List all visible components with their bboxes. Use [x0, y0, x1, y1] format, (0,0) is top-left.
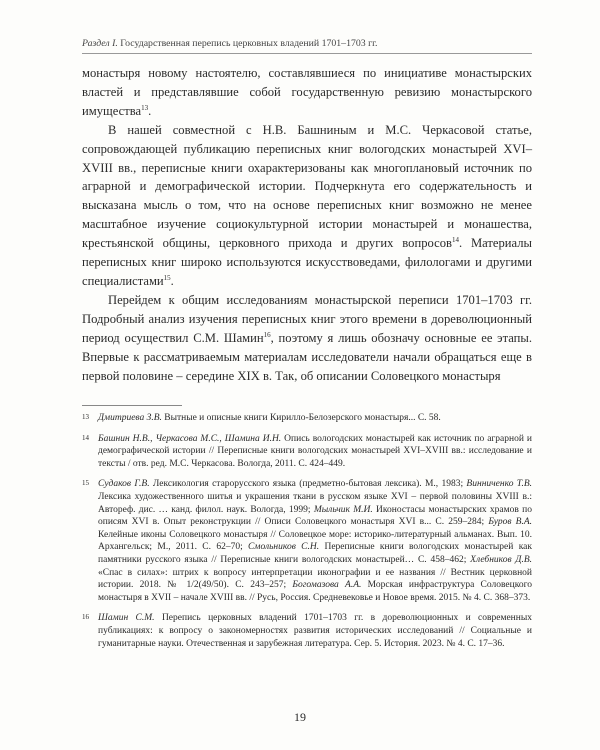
footnote-author: Мыльчик М.И. [313, 504, 373, 515]
footnote-number: 14 [82, 433, 89, 442]
footnote-ref-14[interactable]: 14 [451, 235, 459, 244]
footnote-number: 13 [82, 413, 89, 421]
page-number: 19 [294, 710, 306, 724]
header-section: Раздел I. [82, 38, 118, 49]
footnote-ref-16[interactable]: 16 [263, 330, 271, 339]
header-rule [82, 53, 532, 54]
running-header [82, 38, 532, 49]
footnote-16: 16 Шамин С.М. Перепись церковных владений 1701–1703 гг. в дореволюционных и современных публикациях: к вопросу о закономерностях развития исторических исследований // Социальные и гуманитарные науки. Отечественная и зарубежная литература. Сер. 5. История. 2023. № 4. С. 17–36. [82, 613, 532, 649]
footnote-author: Шамин С.М. [98, 613, 155, 624]
footnote-author: Смольников С.Н. [248, 542, 320, 553]
paragraph-3: Перейдем к общим исследованиям монастырской переписи 1701–1703 гг. Подробный анализ изучения переписных книг этого времени в дореволюционный период осуществил С.М. Шамин$^{16}$, поэтому я лишь обозначу основные ее этапы. Впервые к рассматриваемым материалам исследователи начали обращаться еще в первой половине – середине XIX в. Так, об описании Соловецкого монастыря [82, 292, 533, 383]
header-title: Государственная перепись церковных владений 1701–1703 гг. [120, 38, 378, 49]
footnote-number: 15 [82, 479, 89, 488]
footnote-13: 13 Дмитриева З.В. Вытные и описные книги Кирилло-Белозерского монастыря... С. 58. [82, 413, 441, 423]
footnote-author: Дмитриева З.В. [98, 413, 162, 423]
footnote-author: Башнин Н.В., Черкасова М.С., Шамина И.Н. [98, 433, 282, 444]
paragraph-1: монастыря новому настоятелю, составлявшиеся по инициативе монастырских властей и представлявшие собой государственную ревизию монастырского имущества$^{13}$. [82, 66, 532, 118]
footnote-author: Буров В.А. [488, 517, 533, 528]
footnote-author: Судаков Г.В. [98, 479, 150, 490]
footnote-author: Хлебников Д.В. [470, 554, 532, 565]
footnote-ref-15[interactable]: 15 [163, 273, 171, 282]
footnote-ref-13[interactable]: 13 [141, 103, 149, 112]
main-text [82, 64, 532, 385]
paragraph-2: В нашей совместной с Н.В. Башниным и М.С. Черкасовой статье, сопровождающей публикацию переписных книг вологодских монастырей XVI–XVIII вв., переписные книги охарактеризованы как многоплановый источник по аграрной и демографической истории. Подчеркнута его содержательность и высказана мысль о том, что на основе переписных книг возможно не менее масштабное изучение социокультурной истории монастырей и монашества, крестьянской общины, церковного прихода и других вопросов$^{14}$. Материалы переписных книг широко используются искусствоведами, филологами и другими специалистами$^{15}$. [82, 122, 532, 288]
footnote-14: 14 Башнин Н.В., Черкасова М.С., Шамина И.Н. Опись вологодских монастырей как источник по аграрной и демографической истории // Переписные книги вологодских монастырей XVI–XVIII вв.: исследование и тексты / отв. ред. М.С. Черкасова. Вологда, 2011. С. 424–449. [82, 433, 532, 469]
footnote-number: 16 [82, 613, 89, 622]
footnote-author: Богомазова А.А. [292, 580, 362, 591]
footnotes [82, 412, 532, 658]
footnote-15: 15 Судаков Г.В. Лексикология старорусского языка (предметно-бытовая лексика). М., 1983; Винниченко Т.В. Лексика художественного шитья и украшения ткани в русском языке XVI – первой половины XVIII в.: Автореф. дис. … канд. филол. наук. Вологда, 1999; Мыльчик М.И. Иконостасы монастырских храмов по описям XVI в. Опыт реконструкции // Описи Соловецкого монастыря XVI в... С. 259–284; Буров В.А. Келейные иконы Соловецкого монастыря // Соловецкое море: историко-литературный альманах. Вып. 10. Архангельск; М., 2011. С. 62–70; Смольников С.Н. Переписные книги вологодских монастырей как памятники русского языка // Переписные книги вологодских монастырей… С. 458–462; Хлебников Д.В. «Спас в силах»: штрих к вопросу интерпретации иконографии и ее названия // Вестник церковной истории. 2018. № 1/2(49/50). С. 243–257; Богомазова А.А. Морская инфраструктура Соловецкого монастыря в XVII – начале XVIII вв. // Русь, Россия. Средневековье и Новое время. 2015. № 4. С. 368–373. [82, 479, 533, 603]
footnote-separator [82, 405, 182, 406]
footnote-author: Винниченко Т.В. [466, 479, 532, 490]
